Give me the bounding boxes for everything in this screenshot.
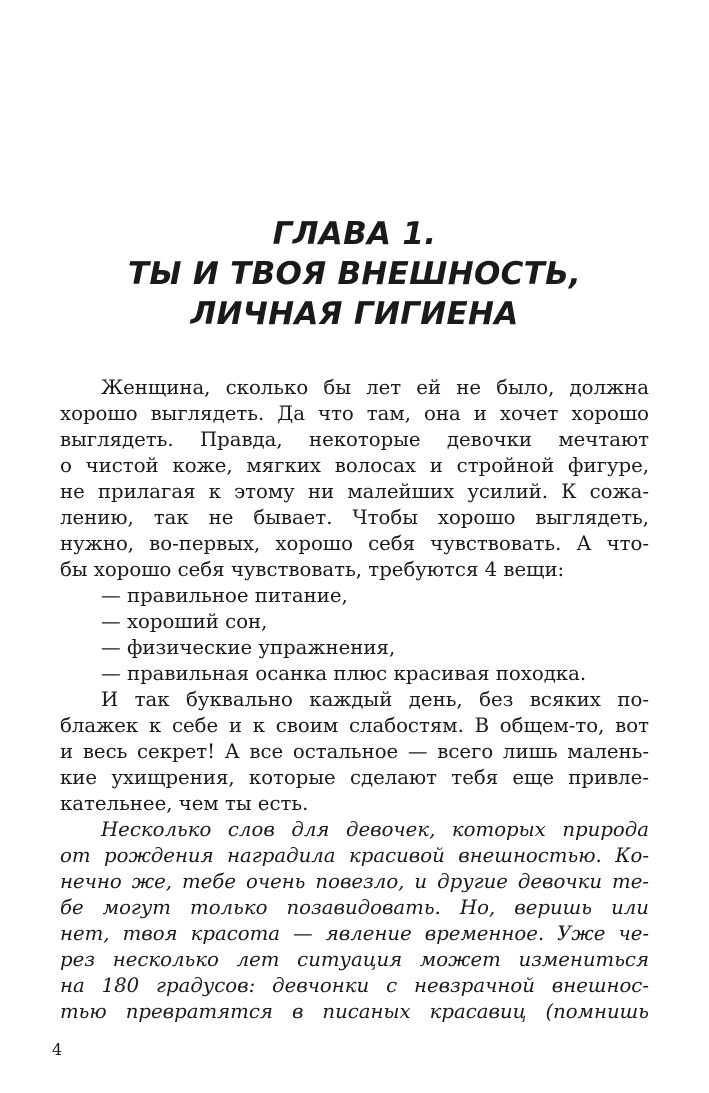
paragraph-2-line: и весь секрет! А все остальное — всего лишь малень-	[60, 740, 649, 763]
chapter-title-line-3: ЛИЧНАЯ ГИГИЕНА	[190, 296, 519, 332]
chapter-heading	[60, 214, 649, 334]
paragraph-2-line: И так буквально каждый день, без всяких по-	[101, 688, 649, 711]
paragraph-3-line: Несколько слов для девочек, которых природа	[101, 818, 649, 841]
list-item: — правильное питание,	[101, 584, 348, 607]
paragraph-1-line: нужно, во-первых, хорошо себя чувствовать. А что-	[60, 532, 649, 555]
paragraph-2-line: кательнее, чем ты есть.	[60, 792, 309, 815]
list-item: — хороший сон,	[101, 610, 268, 633]
paragraph-3-line: тью превратятся в писаных красавиц (помнишь	[60, 1000, 649, 1023]
paragraph-1-line: лению, так не бывает. Чтобы хорошо выглядеть,	[60, 506, 649, 529]
chapter-title-line-2: ТЫ И ТВОЯ ВНЕШНОСТЬ,	[127, 256, 582, 292]
paragraph-3-line: от рождения наградила красивой внешностью. Ко-	[60, 844, 649, 867]
paragraph-1-line: Женщина, сколько бы лет ей не было, должна	[101, 376, 649, 399]
paragraph-2-line: кие ухищрения, которые сделают тебя еще привле-	[60, 766, 649, 789]
chapter-title-line-1: ГЛАВА 1.	[272, 216, 437, 252]
paragraph-1-line: выглядеть. Правда, некоторые девочки мечтают	[60, 428, 649, 451]
paragraph-3-line: нечно же, тебе очень повезло, и другие девочки те-	[60, 870, 649, 893]
paragraph-3-line: нет, твоя красота — явление временное. Уже че-	[60, 922, 649, 945]
chapter-body	[60, 375, 649, 1025]
list-item: — физические упражнения,	[101, 636, 396, 659]
paragraph-1-line: бы хорошо себя чувствовать, требуются 4 вещи:	[60, 558, 565, 581]
paragraph-3-line: рез несколько лет ситуация может измениться	[60, 948, 649, 971]
paragraph-2-line: блажек к себе и к своим слабостям. В общем-то, вот	[60, 714, 649, 737]
paragraph-1-line: хорошо выглядеть. Да что там, она и хочет хорошо	[60, 402, 649, 425]
list-item: — правильная осанка плюс красивая походка.	[101, 662, 587, 685]
paragraph-1-line: о чистой коже, мягких волосах и стройной фигуре,	[60, 454, 649, 477]
paragraph-3-line: на 180 градусов: девчонки с невзрачной внешнос-	[60, 974, 649, 997]
paragraph-1-line: не прилагая к этому ни малейших усилий. К сожа-	[60, 480, 649, 503]
paragraph-3-line: бе могут только позавидовать. Но, веришь или	[60, 896, 649, 919]
page-number: 4	[52, 1040, 63, 1059]
